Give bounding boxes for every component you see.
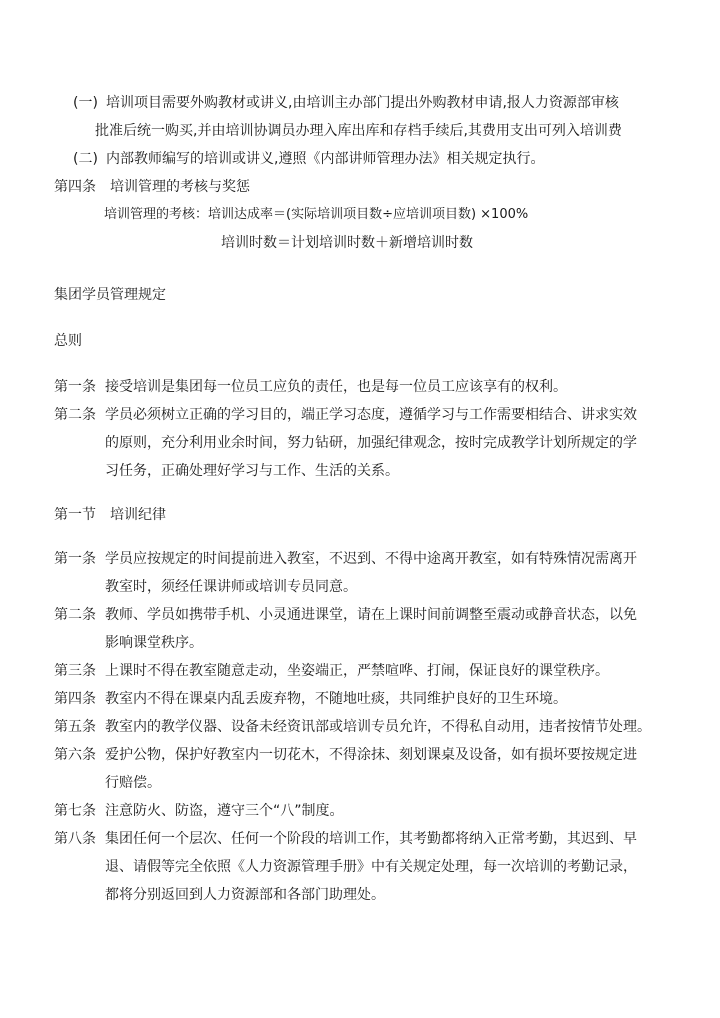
article-label: 第六条 <box>54 747 96 763</box>
item-label: (一) <box>73 95 98 111</box>
article-line: 退、请假等完全依照《人力资源管理手册》中有关规定处理，每一次培训的考勤记录， <box>105 859 637 875</box>
article-line: 集团任何一个层次、任何一个阶段的培训工作，其考勤都将纳入正常考勤，其迟到、早 <box>105 831 637 847</box>
article-line: 学员应按规定的时间提前进入教室，不迟到、不得中途离开教室，如有特殊情况需离开 <box>105 551 637 567</box>
section-heading: 第一节 培训纪律 <box>54 507 166 523</box>
article-line: 学员必须树立正确的学习目的，端正学习态度，遵循学习与工作需要相结合、讲求实效 <box>105 407 637 423</box>
formula-line: 培训管理的考核：培训达成率＝(实际培训项目数÷应培训项目数) ×100% <box>104 207 529 222</box>
formula-line: 培训时数＝计划培训时数＋新增培训时数 <box>221 235 473 251</box>
article-label: 第二条 <box>54 407 96 423</box>
article-line: 爱护公物，保护好教室内一切花木，不得涂抹、刻划课桌及设备，如有损坏要按规定进 <box>105 747 637 763</box>
section-heading: 总则 <box>54 333 82 349</box>
item-line: 内部教师编写的培训或讲义,遵照《内部讲师管理办法》相关规定执行。 <box>106 151 545 167</box>
article-line: 行赔偿。 <box>105 775 161 791</box>
article-label: 第七条 <box>54 803 96 819</box>
article-line: 注意防火、防盗，遵守三个“八”制度。 <box>105 803 344 819</box>
item-label: (二) <box>73 151 98 167</box>
article-label: 第一条 <box>54 551 96 567</box>
article-line: 习任务，正确处理好学习与工作、生活的关系。 <box>105 463 399 479</box>
article-label: 第八条 <box>54 831 96 847</box>
article-label: 第三条 <box>54 663 96 679</box>
article-line: 教室内不得在课桌内乱丢废弃物，不随地吐痰，共同维护良好的卫生环境。 <box>105 691 567 707</box>
document-title: 集团学员管理规定 <box>54 287 166 303</box>
item-line: 批准后统一购买,并由培训协调员办理入库出库和存档手续后,其费用支出可列入培训费 <box>95 123 622 139</box>
article-line: 教室内的教学仪器、设备未经资讯部或培训专员允许，不得私自动用，违者按情节处理。 <box>105 719 651 735</box>
article-label: 第二条 <box>54 607 96 623</box>
item-line: 培训项目需要外购教材或讲义,由培训主办部门提出外购教材申请,报人力资源部审核 <box>106 95 619 111</box>
article-label: 第四条 <box>54 691 96 707</box>
article-line: 影响课堂秩序。 <box>105 635 203 651</box>
article-line: 上课时不得在教室随意走动，坐姿端正，严禁喧哗、打闹，保证良好的课堂秩序。 <box>105 663 609 679</box>
article-line: 接受培训是集团每一位员工应负的责任，也是每一位员工应该享有的权利。 <box>105 379 567 395</box>
article-heading: 第四条 培训管理的考核与奖惩 <box>54 179 250 195</box>
article-line: 的原则，充分利用业余时间，努力钻研，加强纪律观念，按时完成教学计划所规定的学 <box>105 435 637 451</box>
article-line: 教师、学员如携带手机、小灵通进课堂，请在上课时间前调整至震动或静音状态，以免 <box>105 607 637 623</box>
article-label: 第一条 <box>54 379 96 395</box>
article-line: 都将分别返回到人力资源部和各部门助理处。 <box>105 887 385 903</box>
article-label: 第五条 <box>54 719 96 735</box>
article-line: 教室时，须经任课讲师或培训专员同意。 <box>105 579 357 595</box>
